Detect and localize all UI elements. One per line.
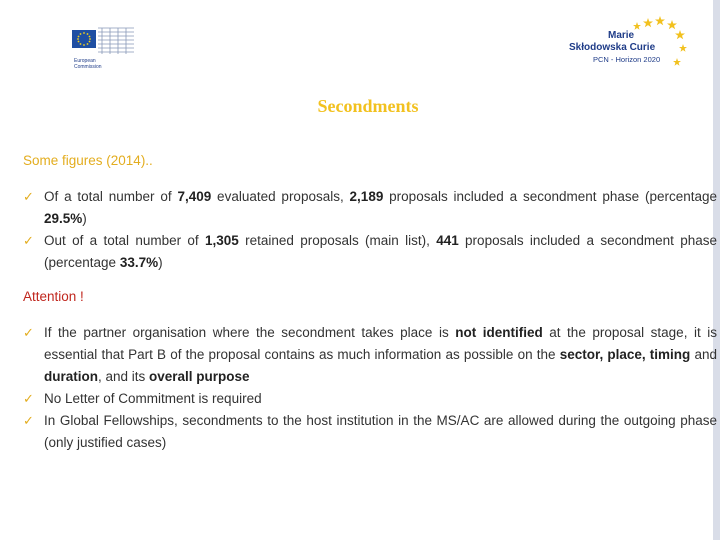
checkmark-icon: ✓ [23, 233, 34, 248]
msca-logo-line2: Skłodowska Curie [569, 42, 656, 53]
text-run: If the partner organisation where the secondment takes place is [44, 325, 456, 340]
bullet-item [23, 322, 717, 388]
text-run: , and its [98, 369, 150, 384]
text-run: ) [158, 255, 163, 270]
text-run: proposals included a secondment phase (percentage [383, 189, 717, 204]
european-commission-text: European Commission [74, 58, 102, 70]
attention-list [23, 322, 717, 454]
text-run: Out of a total number of [44, 233, 205, 248]
bold-text-run: not identified [455, 325, 543, 340]
bold-text-run: 7,409 [177, 189, 212, 204]
attention-section [23, 286, 717, 454]
bold-text-run: duration [44, 369, 98, 384]
slide-title: Secondments [317, 96, 419, 116]
text-run: evaluated proposals, [211, 189, 350, 204]
bullet-item [23, 410, 717, 454]
text-run: proposals included a secondment phase (percentage [44, 233, 717, 270]
figures-list [23, 186, 717, 274]
bold-text-run: 29.5% [44, 211, 83, 226]
checkmark-icon: ✓ [23, 413, 34, 428]
bold-text-run: 1,305 [204, 233, 239, 248]
text-run: Of a total number of [44, 189, 178, 204]
bold-text-run: overall purpose [149, 369, 250, 384]
text-run: at the proposal stage, it is essential that Part B of the proposal contains as much information as possible on the [44, 325, 717, 362]
text-run: In Global Fellowships, secondments to the host institution in the MS/AC are allowed during the outgoing phase (only justified cases) [44, 413, 717, 450]
bold-text-run: 2,189 [349, 189, 384, 204]
bullet-item [23, 388, 717, 410]
bold-text-run: 441 [436, 233, 459, 248]
bold-text-run: sector, place, timing [559, 347, 691, 362]
text-run: No Letter of Commitment is required [44, 391, 262, 406]
text-run: and [690, 347, 717, 362]
checkmark-icon: ✓ [23, 391, 34, 406]
attention-heading: Attention ! [23, 289, 84, 304]
msca-logo-line3: PCN - Horizon 2020 [593, 55, 661, 64]
checkmark-icon: ✓ [23, 189, 34, 204]
bold-text-run: 33.7% [119, 255, 159, 270]
text-run: ) [82, 211, 87, 226]
figures-heading: Some figures (2014).. [23, 153, 153, 168]
bullet-item [23, 230, 717, 274]
msca-logo-line1: Marie [608, 30, 635, 41]
bullet-item [23, 186, 717, 230]
checkmark-icon: ✓ [23, 325, 34, 340]
figures-section [23, 150, 717, 274]
text-run: retained proposals (main list), [238, 233, 437, 248]
